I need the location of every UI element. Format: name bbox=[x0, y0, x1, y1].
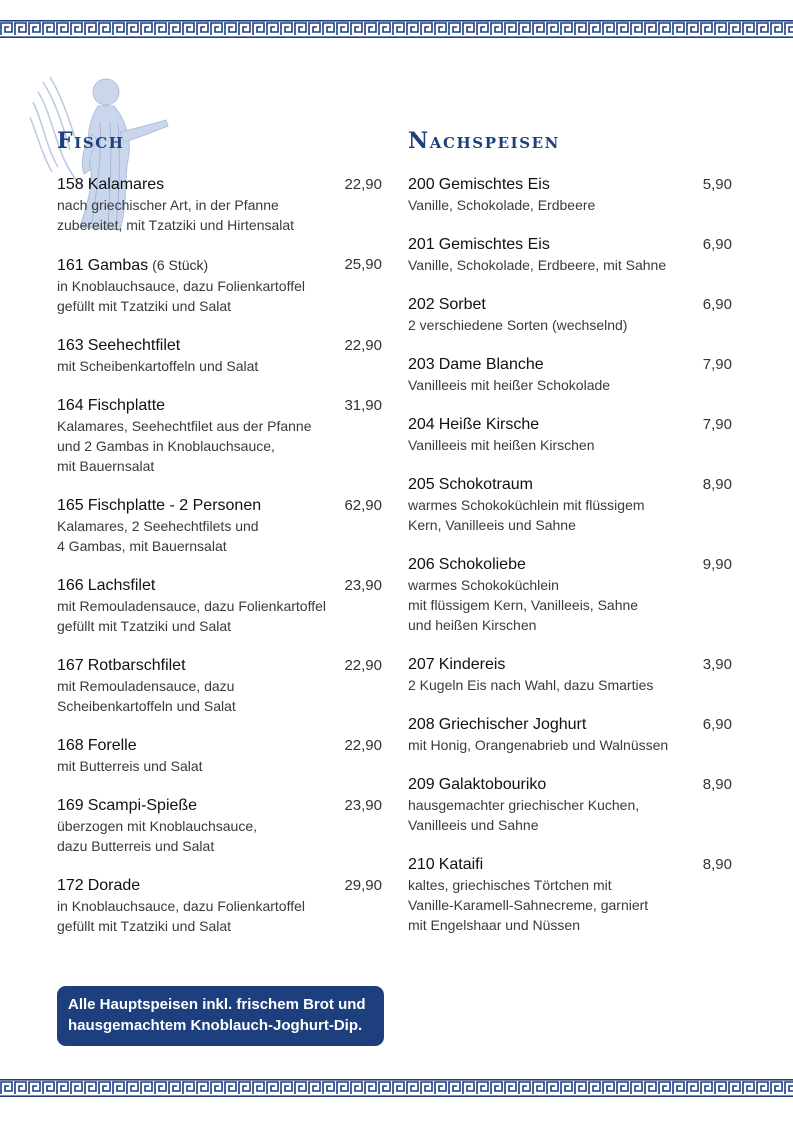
menu-item-price: 7,90 bbox=[702, 416, 732, 433]
menu-item-number: 201 bbox=[408, 236, 435, 253]
menu-item-number: 210 bbox=[408, 856, 435, 873]
menu-item-title bbox=[57, 576, 382, 596]
menu-item bbox=[57, 876, 382, 936]
menu-item-description: warmes Schokoküchlein mit flüssigem Kern, Vanilleeis und Sahne bbox=[408, 497, 645, 533]
menu-item bbox=[57, 656, 382, 716]
menu-item-price: 23,90 bbox=[344, 797, 382, 814]
menu-item-price: 6,90 bbox=[702, 716, 732, 733]
menu-item-number: 207 bbox=[408, 656, 435, 673]
menu-item-description: kaltes, griechisches Törtchen mit Vanille-Karamell-Sahnecreme, garniert mit Engelshaar und Nüssen bbox=[408, 877, 649, 933]
menu-item-price: 3,90 bbox=[702, 656, 732, 673]
menu-item-title bbox=[57, 175, 382, 195]
menu-item-number: 205 bbox=[408, 476, 435, 493]
menu-item-name: Scampi-Spieße bbox=[87, 797, 198, 814]
menu-item-number: 172 bbox=[57, 877, 84, 894]
menu-item bbox=[57, 496, 382, 556]
menu-item-price: 9,90 bbox=[702, 556, 732, 573]
menu-item-name: Dorade bbox=[87, 877, 141, 894]
menu-item-name: Fischplatte - 2 Personen bbox=[87, 497, 262, 514]
menu-item-name: Gambas bbox=[87, 257, 149, 274]
menu-item-title bbox=[57, 255, 382, 276]
menu-item-description: mit Honig, Orangenabrieb und Walnüssen bbox=[408, 737, 669, 753]
menu-item-price: 8,90 bbox=[702, 476, 732, 493]
menu-item-description: in Knoblauchsauce, dazu Folienkartoffel gefüllt mit Tzatziki und Salat bbox=[57, 278, 306, 314]
menu-item-price: 23,90 bbox=[344, 577, 382, 594]
menu-item-name: Galaktobouriko bbox=[438, 776, 547, 793]
menu-item-description: Vanille, Schokolade, Erdbeere bbox=[408, 197, 596, 213]
menu-item bbox=[408, 655, 732, 695]
menu-item-name: Forelle bbox=[87, 737, 137, 754]
menu-item-description: Vanille, Schokolade, Erdbeere, mit Sahne bbox=[408, 257, 667, 273]
menu-item-number: 164 bbox=[57, 397, 84, 414]
menu-item-title bbox=[57, 736, 382, 756]
menu-item bbox=[408, 355, 732, 395]
menu-item-description: mit Remouladensauce, dazu Scheibenkartoffeln und Salat bbox=[57, 678, 236, 714]
menu-item-price: 6,90 bbox=[702, 296, 732, 313]
menu-item-title bbox=[57, 656, 382, 676]
menu-item bbox=[408, 295, 732, 335]
menu-item bbox=[57, 336, 382, 376]
menu-item-description: nach griechischer Art, in der Pfanne zubereitet, mit Tzatziki und Hirtensalat bbox=[57, 197, 295, 233]
greek-key-border-top bbox=[0, 20, 793, 38]
dessert-menu-list bbox=[408, 175, 732, 955]
menu-item-name: Kindereis bbox=[438, 656, 506, 673]
section-heading-fisch: Fisch bbox=[57, 128, 125, 154]
menu-item-name: Kataifi bbox=[438, 856, 484, 873]
menu-item-number: 209 bbox=[408, 776, 435, 793]
menu-item-description: in Knoblauchsauce, dazu Folienkartoffel gefüllt mit Tzatziki und Salat bbox=[57, 898, 306, 934]
menu-item-number: 158 bbox=[57, 176, 84, 193]
menu-item-name: Rotbarschfilet bbox=[87, 657, 186, 674]
menu-item-name: Gemischtes Eis bbox=[438, 176, 550, 193]
menu-item bbox=[408, 175, 732, 215]
menu-item-title bbox=[408, 655, 732, 675]
menu-item-name: Schokoliebe bbox=[438, 556, 526, 573]
menu-item-name: Seehechtfilet bbox=[87, 337, 181, 354]
menu-item-number: 168 bbox=[57, 737, 84, 754]
menu-item bbox=[408, 415, 732, 455]
menu-item-title bbox=[408, 415, 732, 435]
menu-item-price: 31,90 bbox=[344, 397, 382, 414]
menu-item-number: 163 bbox=[57, 337, 84, 354]
menu-item-title bbox=[57, 876, 382, 896]
menu-item-price: 22,90 bbox=[344, 657, 382, 674]
menu-item-name: Heiße Kirsche bbox=[438, 416, 540, 433]
menu-item-number: 204 bbox=[408, 416, 435, 433]
menu-item bbox=[57, 576, 382, 636]
menu-item-name: Gemischtes Eis bbox=[438, 236, 550, 253]
menu-item-title bbox=[408, 475, 732, 495]
menu-item-number: 203 bbox=[408, 356, 435, 373]
menu-item-number: 200 bbox=[408, 176, 435, 193]
menu-item bbox=[408, 855, 732, 935]
menu-item-price: 22,90 bbox=[344, 176, 382, 193]
menu-item bbox=[57, 175, 382, 235]
menu-item-number: 167 bbox=[57, 657, 84, 674]
menu-item-title bbox=[408, 295, 732, 315]
menu-item-price: 29,90 bbox=[344, 877, 382, 894]
menu-item-title bbox=[408, 235, 732, 255]
menu-item bbox=[57, 796, 382, 856]
menu-item-price: 8,90 bbox=[702, 776, 732, 793]
menu-item-description: überzogen mit Knoblauchsauce, dazu Butterreis und Salat bbox=[57, 818, 258, 854]
menu-item-description: mit Remouladensauce, dazu Folienkartoffel gefüllt mit Tzatziki und Salat bbox=[57, 598, 327, 634]
menu-item bbox=[408, 475, 732, 535]
menu-item bbox=[57, 396, 382, 476]
menu-item-title bbox=[57, 396, 382, 416]
menu-item-name: Fischplatte bbox=[87, 397, 166, 414]
menu-item-price: 6,90 bbox=[702, 236, 732, 253]
menu-item-name: Sorbet bbox=[438, 296, 486, 313]
menu-item-price: 7,90 bbox=[702, 356, 732, 373]
menu-item-name: Schokotraum bbox=[438, 476, 533, 493]
greek-key-border-bottom bbox=[0, 1079, 793, 1097]
menu-item-number: 208 bbox=[408, 716, 435, 733]
menu-item-price: 25,90 bbox=[344, 256, 382, 273]
menu-item bbox=[57, 255, 382, 316]
menu-item-title bbox=[57, 336, 382, 356]
menu-item-price: 22,90 bbox=[344, 737, 382, 754]
bread-dip-notice: Alle Hauptspeisen inkl. frischem Brot und hausgemachtem Knoblauch-Joghurt-Dip. bbox=[57, 986, 384, 1046]
menu-item-description: warmes Schokoküchlein mit flüssigem Kern, Vanilleeis, Sahne und heißen Kirschen bbox=[408, 577, 639, 633]
menu-item bbox=[408, 775, 732, 835]
menu-item-number: 165 bbox=[57, 497, 84, 514]
menu-item-number: 202 bbox=[408, 296, 435, 313]
menu-item-description: Vanilleeis mit heißen Kirschen bbox=[408, 437, 595, 453]
menu-item-title bbox=[408, 775, 732, 795]
menu-item-name: Dame Blanche bbox=[438, 356, 544, 373]
menu-item-name: Griechischer Joghurt bbox=[438, 716, 587, 733]
menu-item bbox=[408, 555, 732, 635]
menu-item bbox=[57, 736, 382, 776]
menu-item-title bbox=[408, 555, 732, 575]
menu-item-description: Kalamares, Seehechtfilet aus der Pfanne und 2 Gambas in Knoblauchsauce, mit Bauernsalat bbox=[57, 418, 312, 474]
menu-item-number: 166 bbox=[57, 577, 84, 594]
menu-item-name: Kalamares bbox=[87, 176, 165, 193]
menu-item-description: 2 Kugeln Eis nach Wahl, dazu Smarties bbox=[408, 677, 654, 693]
menu-item-price: 62,90 bbox=[344, 497, 382, 514]
menu-item-title bbox=[408, 715, 732, 735]
menu-item bbox=[408, 715, 732, 755]
menu-item-description: mit Scheibenkartoffeln und Salat bbox=[57, 358, 259, 374]
menu-item-description: hausgemachter griechischer Kuchen, Vanilleeis und Sahne bbox=[408, 797, 640, 833]
menu-item-title bbox=[408, 855, 732, 875]
fish-menu-list bbox=[57, 175, 382, 956]
menu-item-title bbox=[57, 796, 382, 816]
menu-item-title bbox=[408, 175, 732, 195]
menu-item-number: 161 bbox=[57, 257, 84, 274]
menu-item-price: 22,90 bbox=[344, 337, 382, 354]
menu-item-price: 5,90 bbox=[702, 176, 732, 193]
menu-item-price: 8,90 bbox=[702, 856, 732, 873]
menu-item-number: 206 bbox=[408, 556, 435, 573]
menu-item-title bbox=[57, 496, 382, 516]
menu-item-description: mit Butterreis und Salat bbox=[57, 758, 203, 774]
menu-item-description: Vanilleeis mit heißer Schokolade bbox=[408, 377, 611, 393]
menu-item-number: 169 bbox=[57, 797, 84, 814]
menu-item-description: 2 verschiedene Sorten (wechselnd) bbox=[408, 317, 628, 333]
menu-item-note: (6 Stück) bbox=[152, 257, 209, 273]
menu-item-title bbox=[408, 355, 732, 375]
section-heading-nachspeisen: Nachspeisen bbox=[408, 128, 560, 154]
menu-item-description: Kalamares, 2 Seehechtfilets und 4 Gambas, mit Bauernsalat bbox=[57, 518, 259, 554]
menu-item bbox=[408, 235, 732, 275]
menu-item-name: Lachsfilet bbox=[87, 577, 156, 594]
